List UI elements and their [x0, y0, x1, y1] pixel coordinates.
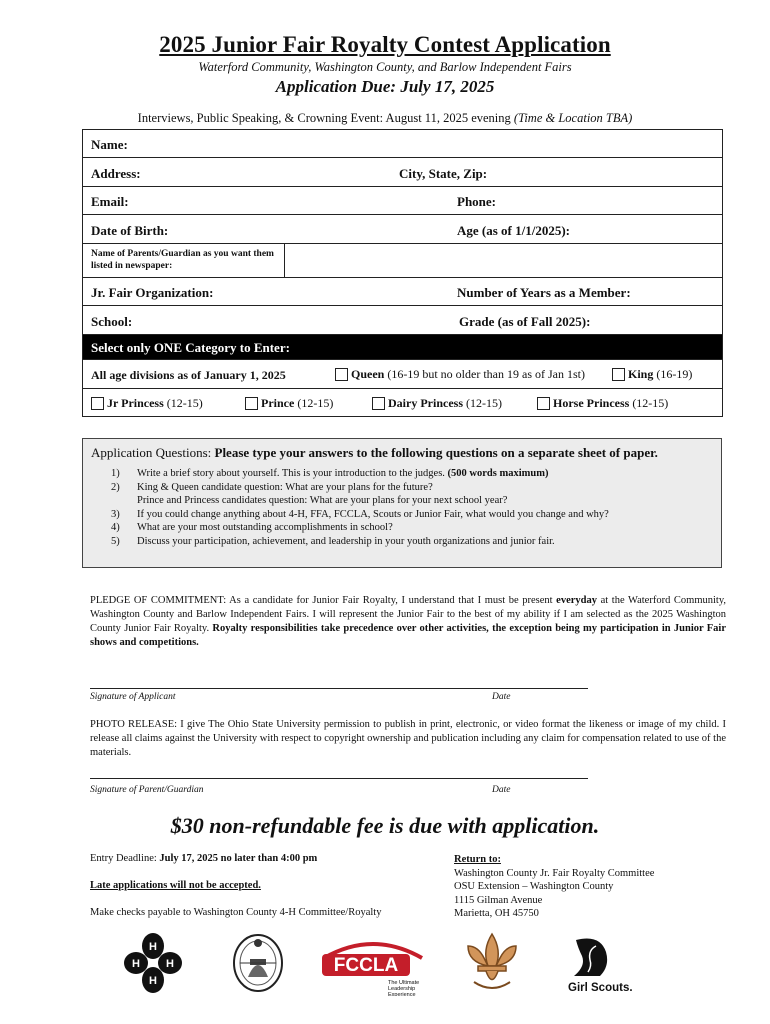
question-number: 5) [111, 535, 120, 547]
applicant-date-label: Date [492, 692, 511, 702]
deadline-value: July 17, 2025 no later than 4:00 pm [159, 853, 318, 864]
event-note: (Time & Location TBA) [513, 111, 633, 125]
4h-clover-icon [124, 932, 182, 994]
jr-princess-note: (12-15) [166, 396, 203, 410]
questions-instruction: Please type your answers to the following questions on a separate sheet of paper. [214, 445, 658, 460]
age-label: Age (as of 1/1/2025): [457, 223, 571, 238]
parent-date-label: Date [492, 785, 511, 795]
photo-release: PHOTO RELEASE: I give The Ohio State University permission to publish in print, electronic, or video format the likeness or image of my child. I release all claims against the University with respect to copyright ownership and publication including any claim for compensation related to use of the materials. [90, 719, 726, 758]
prince-note: (12-15) [297, 396, 334, 410]
question-text [137, 535, 713, 549]
girl-scouts-logo-icon [566, 936, 636, 994]
question-item [91, 481, 713, 495]
org-row[interactable] [83, 278, 722, 306]
question-text [137, 467, 713, 481]
question-body: What are your most outstanding accomplishments in school? [137, 522, 393, 533]
question-text [137, 521, 713, 535]
girl-scouts-wordmark: Girl Scouts. [568, 982, 633, 994]
return-address [454, 853, 654, 921]
category-header [83, 335, 722, 360]
form-title: 2025 Junior Fair Royalty Contest Application [159, 32, 611, 57]
sponsor-logos [0, 930, 770, 1000]
question-body: Prince and Princess candidates question: What are your plans for your next school year? [137, 495, 508, 506]
return-label: Return to: [454, 854, 501, 865]
return-line-1: Washington County Jr. Fair Royalty Committee [454, 867, 655, 879]
pledge-of-commitment [90, 594, 726, 650]
fccla-tagline-2: Leadership [388, 986, 416, 992]
questions-list [91, 467, 713, 548]
fccla-tagline-1: The Ultimate [388, 980, 420, 986]
pledge-bold-2: Royalty responsibilities take precedence over other activities, the exception being my participation in Junior Fair shows and competitions. [90, 623, 727, 648]
fccla-logo-icon [318, 936, 428, 996]
return-line-4: Marietta, OH 45750 [454, 908, 539, 919]
name-row[interactable] [83, 130, 722, 158]
question-item [91, 467, 713, 481]
years-label: Number of Years as a Member: [457, 285, 631, 300]
application-due-date: Application Due: July 17, 2025 [275, 77, 495, 96]
entry-deadline [90, 853, 317, 864]
applicant-info-table [82, 129, 723, 417]
svg-text:H: H [132, 958, 140, 970]
fee-notice: $30 non-refundable fee is due with application. [170, 813, 600, 838]
queen-checkbox[interactable] [335, 368, 348, 381]
category-row-2 [83, 389, 722, 416]
return-line-3: 1115 Gilman Avenue [454, 894, 543, 906]
question-item [91, 508, 713, 522]
king-option[interactable] [612, 367, 692, 382]
question-text [137, 481, 713, 495]
ffa-emblem-icon [230, 933, 286, 993]
parent-signature-line[interactable] [90, 778, 588, 779]
question-text [137, 508, 713, 522]
svg-text:H: H [149, 941, 157, 953]
question-number [91, 494, 137, 508]
queen-label: Queen [351, 367, 385, 381]
queen-option[interactable] [335, 367, 585, 382]
horse-princess-checkbox[interactable] [537, 397, 550, 410]
dairy-princess-checkbox[interactable] [372, 397, 385, 410]
horse-princess-label: Horse Princess [553, 396, 630, 410]
fccla-wordmark: FCCLA [333, 955, 399, 976]
parents-label: Name of Parents/Guardian as you want them listed in newspaper: [91, 249, 274, 271]
dairy-princess-note: (12-15) [465, 396, 502, 410]
address-row[interactable] [83, 158, 722, 187]
king-note: (16-19) [656, 367, 693, 381]
question-body: King & Queen candidate question: What are your plans for the future? [137, 481, 433, 493]
question-item [91, 494, 713, 508]
form-subtitle: Waterford Community, Washington County, and Barlow Independent Fairs [198, 60, 572, 74]
questions-heading [91, 445, 713, 461]
late-notice: Late applications will not be accepted. [90, 880, 261, 891]
dairy-princess-option[interactable] [372, 396, 502, 411]
pledge-text-2: at the Waterford Community, Washington County and Barlow Independent Fairs. I will represent the Junior Fair to the best of my ability if I am selected as the 2025 Washington County Junior Fair Royalty. [90, 595, 727, 634]
question-body: If you could change anything about 4-H, FFA, FCCLA, Scouts or Junior Fair, what would you change and why? [137, 508, 609, 520]
question-text [137, 494, 713, 508]
email-label: Email: [91, 194, 129, 209]
pledge-text-1: PLEDGE OF COMMITMENT: As a candidate for Junior Fair Royalty, I understand that I must be present [90, 595, 553, 606]
question-number: 2) [111, 481, 120, 493]
org-label: Jr. Fair Organization: [91, 285, 214, 300]
prince-checkbox[interactable] [245, 397, 258, 410]
applicant-signature-label: Signature of Applicant [90, 692, 176, 702]
dairy-princess-label: Dairy Princess [388, 396, 463, 410]
scouts-fleur-de-lis-icon [462, 932, 522, 994]
city-state-zip-label: City, State, Zip: [399, 166, 488, 181]
questions-lead: Application Questions: [91, 445, 212, 460]
dob-row[interactable] [83, 215, 722, 244]
svg-text:H: H [166, 958, 174, 970]
svg-text:H: H [149, 975, 157, 987]
deadline-label: Entry Deadline: [90, 853, 157, 864]
horse-princess-note: (12-15) [632, 396, 669, 410]
fccla-tagline-3: Experience [388, 992, 416, 996]
email-row[interactable] [83, 187, 722, 215]
jr-princess-option[interactable] [91, 396, 203, 411]
category-label: Select only ONE Category to Enter: [91, 340, 290, 355]
cell-divider [284, 244, 285, 278]
event-info [0, 111, 770, 126]
question-number: 1) [111, 468, 120, 479]
address-label: Address: [91, 166, 141, 181]
age-divisions-label: All age divisions as of January 1, 2025 [91, 368, 286, 382]
parents-row[interactable] [83, 244, 722, 278]
question-body: Write a brief story about yourself. This is your introduction to the judges. [137, 468, 445, 479]
return-line-2: OSU Extension – Washington County [454, 881, 614, 892]
prince-label: Prince [261, 396, 295, 410]
school-label: School: [91, 314, 133, 329]
question-emphasis: (500 words maximum) [447, 468, 549, 479]
category-row-1 [83, 360, 722, 389]
question-body: Discuss your participation, achievement, and leadership in your youth organizations and junior fair. [137, 535, 555, 547]
question-number: 3) [111, 508, 120, 520]
prince-option[interactable] [245, 396, 333, 411]
phone-label: Phone: [457, 194, 496, 209]
checks-payable: Make checks payable to Washington County 4-H Committee/Royalty [90, 907, 382, 918]
jr-princess-checkbox[interactable] [91, 397, 104, 410]
grade-label: Grade (as of Fall 2025): [459, 314, 591, 329]
parent-signature-label: Signature of Parent/Guardian [90, 785, 204, 795]
question-item [91, 535, 713, 549]
dob-label: Date of Birth: [91, 223, 169, 238]
applicant-signature-line[interactable] [90, 688, 588, 689]
event-text: Interviews, Public Speaking, & Crowning Event: August 11, 2025 evening [137, 111, 511, 125]
queen-note: (16-19 but no older than 19 as of Jan 1st) [387, 367, 585, 381]
name-label: Name: [91, 137, 128, 152]
jr-princess-label: Jr Princess [107, 396, 164, 410]
horse-princess-option[interactable] [537, 396, 668, 411]
king-label: King [628, 367, 654, 381]
pledge-bold-1: everyday [556, 595, 597, 606]
question-number: 4) [111, 522, 120, 533]
application-questions-box [82, 438, 722, 568]
school-row[interactable] [83, 306, 722, 335]
king-checkbox[interactable] [612, 368, 625, 381]
question-item [91, 521, 713, 535]
